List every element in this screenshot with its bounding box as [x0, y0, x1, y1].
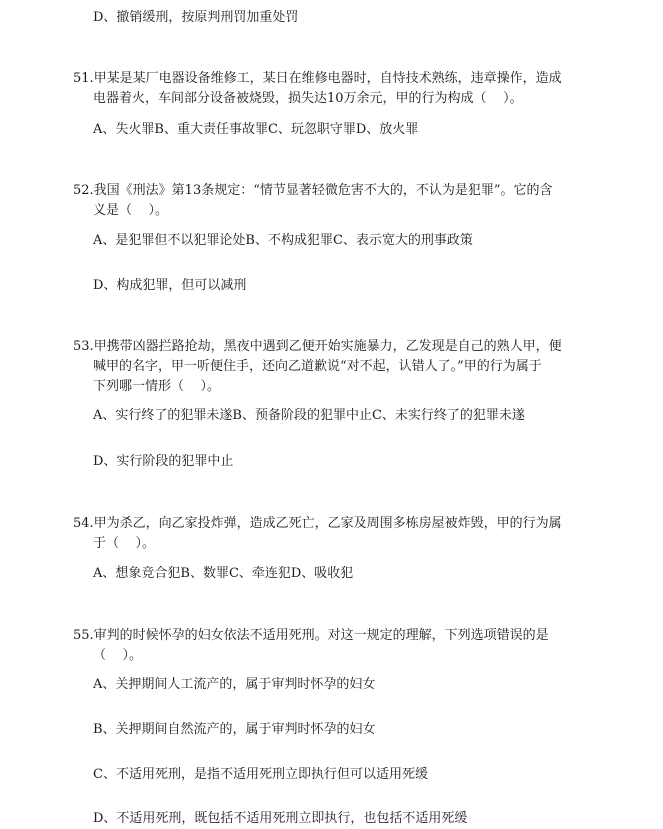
q52-options-abc: A、是犯罪但不以犯罪论处B、不构成犯罪C、表示宽大的刑事政策 — [93, 233, 473, 248]
q55-stem-line2: （ ）。 — [93, 648, 143, 663]
q51-stem-line1: 51.甲某是某厂电器设备维修工，某日在维修电器时，自恃技术熟练，违章操作，造成 — [73, 71, 562, 86]
q51-options: A、失火罪B、重大责任事故罪C、玩忽职守罪D、放火罪 — [93, 122, 419, 137]
q55-stem-line1: 55.审判的时候怀孕的妇女依法不适用死刑。对这一规定的理解，下列选项错误的是 — [73, 628, 549, 643]
q51-stem-line2: 电器着火，车间部分设备被烧毁，损失达10万余元，甲的行为构成（ ）。 — [93, 91, 523, 106]
q55-option-a: A、关押期间人工流产的，属于审判时怀孕的妇女 — [93, 677, 376, 692]
q50-option-d: D、撤销缓刑，按原判刑罚加重处罚 — [93, 10, 299, 25]
q55-option-c: C、不适用死刑，是指不适用死刑立即执行但可以适用死缓 — [93, 767, 428, 782]
q55-option-d: D、不适用死刑，既包括不适用死刑立即执行，也包括不适用死缓 — [93, 811, 468, 826]
q53-option-d: D、实行阶段的犯罪中止 — [93, 454, 234, 469]
q55-option-b: B、关押期间自然流产的，属于审判时怀孕的妇女 — [93, 722, 376, 737]
q53-stem-line3: 下列哪一情形（ ）。 — [93, 379, 221, 394]
q54-stem-line2: 于（ ）。 — [93, 536, 156, 551]
q53-stem-line1: 53.甲携带凶器拦路抢劫，黑夜中遇到乙便开始实施暴力，乙发现是自己的熟人甲，便 — [73, 339, 562, 354]
q52-option-d: D、构成犯罪，但可以减刑 — [93, 278, 247, 293]
q53-stem-line2: 喊甲的名字，甲一听便住手，还向乙道歉说“对不起，认错人了。”甲的行为属于 — [93, 359, 542, 374]
q53-options-abc: A、实行终了的犯罪未遂B、预备阶段的犯罪中止C、未实行终了的犯罪未遂 — [93, 408, 525, 423]
q54-stem-line1: 54.甲为杀乙，向乙家投炸弹，造成乙死亡，乙家及周围多栋房屋被炸毁，甲的行为属 — [73, 516, 562, 531]
q52-stem-line1: 52.我国《刑法》第13条规定：“情节显著轻微危害不大的，不认为是犯罪”。它的含 — [73, 183, 553, 198]
q52-stem-line2: 义是（ ）。 — [93, 203, 169, 218]
q54-options: A、想象竞合犯B、数罪C、牵连犯D、吸收犯 — [93, 566, 354, 581]
